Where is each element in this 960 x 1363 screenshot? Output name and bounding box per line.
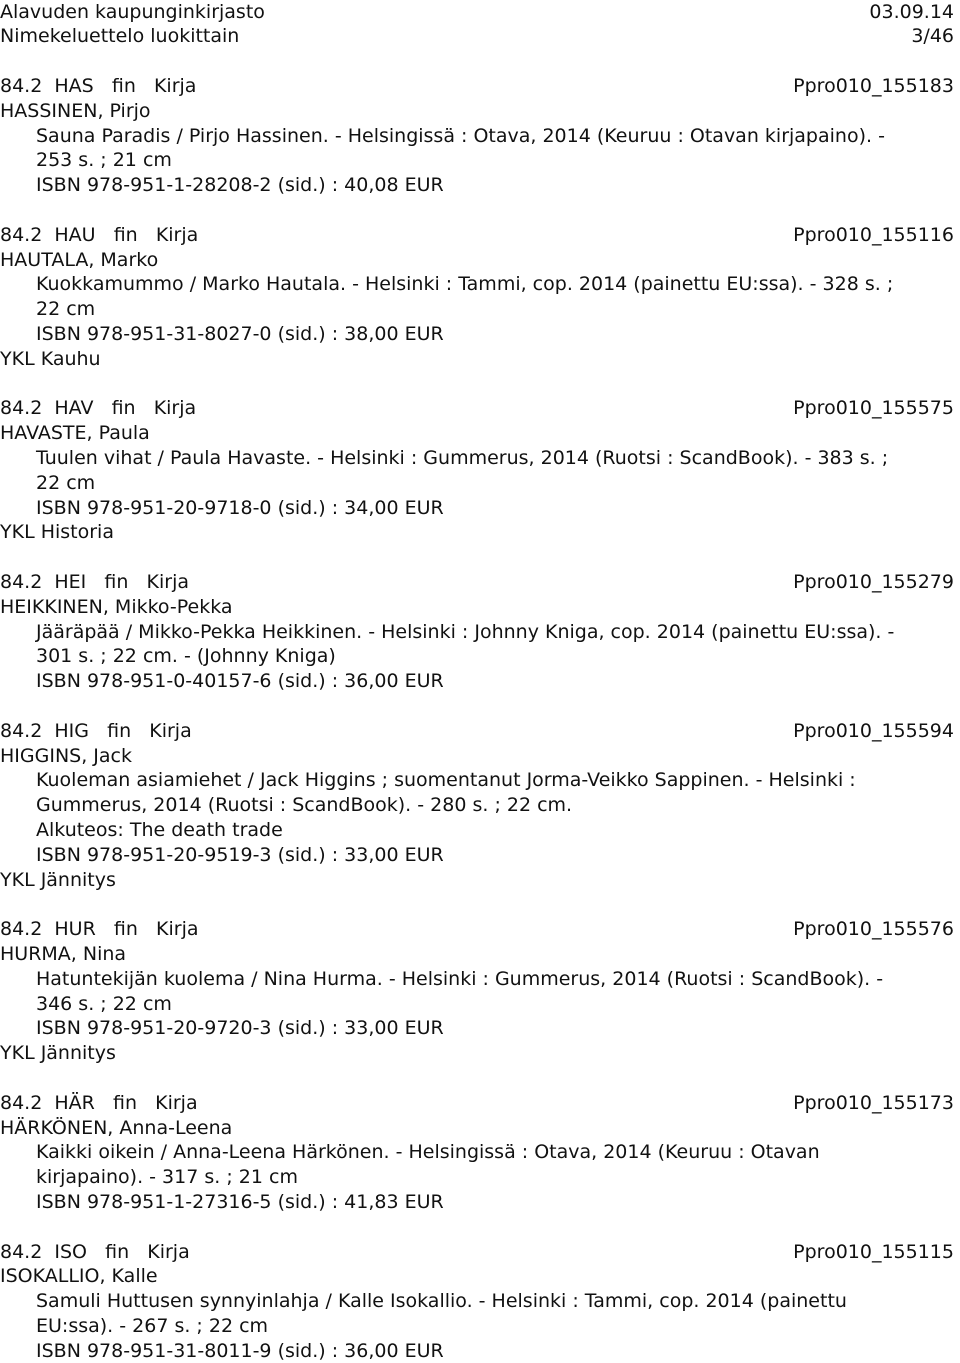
record-description-line bbox=[0, 644, 960, 668]
record-description: ISBN 978-951-0-40157-6 (sid.) : 36,00 EUR bbox=[36, 670, 444, 693]
record-classification-line bbox=[0, 1240, 960, 1264]
record-description: EU:ssa). - 267 s. ; 22 cm bbox=[36, 1315, 269, 1337]
record-author-line bbox=[0, 99, 960, 123]
record-description: ISBN 978-951-31-8011-9 (sid.) : 36,00 EUR bbox=[36, 1339, 444, 1362]
record-description-line bbox=[0, 124, 960, 148]
header-line-1 bbox=[0, 0, 960, 24]
record-description: 346 s. ; 22 cm bbox=[36, 992, 172, 1015]
record-description: 253 s. ; 21 cm bbox=[36, 149, 172, 172]
record-description-line bbox=[0, 1289, 960, 1313]
record-author-line bbox=[0, 248, 960, 272]
record-description-line bbox=[0, 793, 960, 817]
record-description: Alkuteos: The death trade bbox=[36, 819, 283, 841]
record-classification-line bbox=[0, 570, 960, 594]
record-description-line bbox=[0, 1339, 960, 1363]
record-description-line bbox=[0, 322, 960, 346]
record-author: HIGGINS, Jack bbox=[0, 744, 132, 767]
record-description: ISBN 978-951-20-9720-3 (sid.) : 33,00 EUR bbox=[36, 1017, 444, 1040]
record-id: Ppro010_155575 bbox=[793, 397, 954, 420]
record-description: Gummerus, 2014 (Ruotsi : ScandBook). - 280 s. ; 22 cm. bbox=[36, 794, 573, 817]
record-id: Ppro010_155116 bbox=[793, 223, 954, 246]
record-genre-line bbox=[0, 347, 960, 371]
record-classification-line bbox=[0, 917, 960, 941]
record-classification: 84.2 HUR fin Kirja bbox=[0, 918, 199, 941]
record-description-line bbox=[0, 272, 960, 296]
record-id: Ppro010_155173 bbox=[793, 1091, 954, 1114]
record-classification: 84.2 HÄR fin Kirja bbox=[0, 1091, 198, 1114]
record-author-line bbox=[0, 595, 960, 619]
record-author-line bbox=[0, 744, 960, 768]
record-description-line bbox=[0, 1190, 960, 1214]
record-description: Samuli Huttusen synnyinlahja / Kalle Isokallio. - Helsinki : Tammi, cop. 2014 (painettu bbox=[36, 1290, 847, 1313]
record-genre: YKL Historia bbox=[0, 521, 114, 544]
record-description: ISBN 978-951-1-27316-5 (sid.) : 41,83 EUR bbox=[36, 1191, 444, 1213]
record-description-line bbox=[0, 1314, 960, 1338]
record-id: Ppro010_155279 bbox=[793, 571, 954, 593]
record-description: Sauna Paradis / Pirjo Hassinen. - Helsingissä : Otava, 2014 (Keuruu : Otavan kirjapaino). - bbox=[36, 124, 885, 147]
page-number: 3/46 bbox=[911, 25, 954, 47]
record-description-line bbox=[0, 148, 960, 172]
record-classification: 84.2 HAS fin Kirja bbox=[0, 75, 197, 97]
record-description-line bbox=[0, 1016, 960, 1040]
record-author: HEIKKINEN, Mikko-Pekka bbox=[0, 595, 233, 618]
record-classification: 84.2 HEI fin Kirja bbox=[0, 571, 189, 593]
record-genre: YKL Kauhu bbox=[0, 347, 101, 370]
record-author-line bbox=[0, 1116, 960, 1140]
record-description: Kuokkamummo / Marko Hautala. - Helsinki : Tammi, cop. 2014 (painettu EU:ssa). - 328 s. ; bbox=[36, 273, 894, 296]
record-description: Kaikki oikein / Anna-Leena Härkönen. - Helsingissä : Otava, 2014 (Keuruu : Otavan bbox=[36, 1141, 820, 1164]
record-description: ISBN 978-951-31-8027-0 (sid.) : 38,00 EUR bbox=[36, 323, 444, 345]
report-title: Nimekeluettelo luokittain bbox=[0, 25, 240, 47]
record-description: ISBN 978-951-20-9519-3 (sid.) : 33,00 EUR bbox=[36, 843, 444, 866]
record-description-line bbox=[0, 446, 960, 470]
record-genre: YKL Jännitys bbox=[0, 868, 116, 891]
record-id: Ppro010_155183 bbox=[793, 75, 954, 97]
record-id: Ppro010_155594 bbox=[793, 719, 954, 742]
record-description: Hatuntekijän kuolema / Nina Hurma. - Helsinki : Gummerus, 2014 (Ruotsi : ScandBook). - bbox=[36, 967, 884, 990]
record-description-line bbox=[0, 992, 960, 1016]
record-author: HÄRKÖNEN, Anna-Leena bbox=[0, 1116, 233, 1139]
record-description: Tuulen vihat / Paula Havaste. - Helsinki : Gummerus, 2014 (Ruotsi : ScandBook). - 383 s. ; bbox=[36, 447, 889, 469]
report-date: 03.09.14 bbox=[869, 1, 954, 23]
record-classification: 84.2 ISO fin Kirja bbox=[0, 1240, 190, 1263]
record-author-line bbox=[0, 942, 960, 966]
record-description-line bbox=[0, 1140, 960, 1164]
header-line-2 bbox=[0, 24, 960, 48]
record-description-line bbox=[0, 1165, 960, 1189]
record-description-line bbox=[0, 297, 960, 321]
record-author-line bbox=[0, 1264, 960, 1288]
record-description-line bbox=[0, 967, 960, 991]
record-description-line bbox=[0, 620, 960, 644]
record-description: 22 cm bbox=[36, 298, 96, 321]
record-description: 22 cm bbox=[36, 471, 96, 494]
record-description-line bbox=[0, 768, 960, 792]
record-author: HURMA, Nina bbox=[0, 943, 127, 965]
record-author: ISOKALLIO, Kalle bbox=[0, 1265, 158, 1288]
record-classification-line bbox=[0, 223, 960, 247]
library-name: Alavuden kaupunginkirjasto bbox=[0, 1, 265, 23]
record-classification-line bbox=[0, 74, 960, 98]
record-classification-line bbox=[0, 1091, 960, 1115]
record-description: Jääräpää / Mikko-Pekka Heikkinen. - Helsinki : Johnny Kniga, cop. 2014 (painettu EU:ssa). - bbox=[36, 620, 895, 643]
record-classification: 84.2 HAV fin Kirja bbox=[0, 397, 197, 420]
record-description-line bbox=[0, 173, 960, 197]
record-author: HAVASTE, Paula bbox=[0, 422, 150, 445]
record-description-line bbox=[0, 669, 960, 693]
record-classification-line bbox=[0, 396, 960, 420]
record-classification-line bbox=[0, 719, 960, 743]
record-classification: 84.2 HAU fin Kirja bbox=[0, 223, 199, 246]
record-genre-line bbox=[0, 1041, 960, 1065]
record-description: ISBN 978-951-1-28208-2 (sid.) : 40,08 EUR bbox=[36, 174, 444, 197]
record-description-line bbox=[0, 818, 960, 842]
record-genre-line bbox=[0, 868, 960, 892]
record-classification: 84.2 HIG fin Kirja bbox=[0, 719, 192, 742]
record-description: ISBN 978-951-20-9718-0 (sid.) : 34,00 EUR bbox=[36, 496, 444, 519]
record-id: Ppro010_155576 bbox=[793, 918, 954, 941]
record-author: HAUTALA, Marko bbox=[0, 248, 159, 271]
record-description-line bbox=[0, 843, 960, 867]
record-genre-line bbox=[0, 520, 960, 544]
record-description-line bbox=[0, 496, 960, 520]
record-author-line bbox=[0, 421, 960, 445]
record-description: kirjapaino). - 317 s. ; 21 cm bbox=[36, 1166, 298, 1189]
record-id: Ppro010_155115 bbox=[793, 1240, 954, 1263]
record-description: 301 s. ; 22 cm. - (Johnny Kniga) bbox=[36, 645, 336, 668]
record-author: HASSINEN, Pirjo bbox=[0, 99, 151, 122]
record-description-line bbox=[0, 471, 960, 495]
record-genre: YKL Jännitys bbox=[0, 1042, 116, 1065]
record-description: Kuoleman asiamiehet / Jack Higgins ; suomentanut Jorma-Veikko Sappinen. - Helsinki : bbox=[36, 769, 856, 792]
